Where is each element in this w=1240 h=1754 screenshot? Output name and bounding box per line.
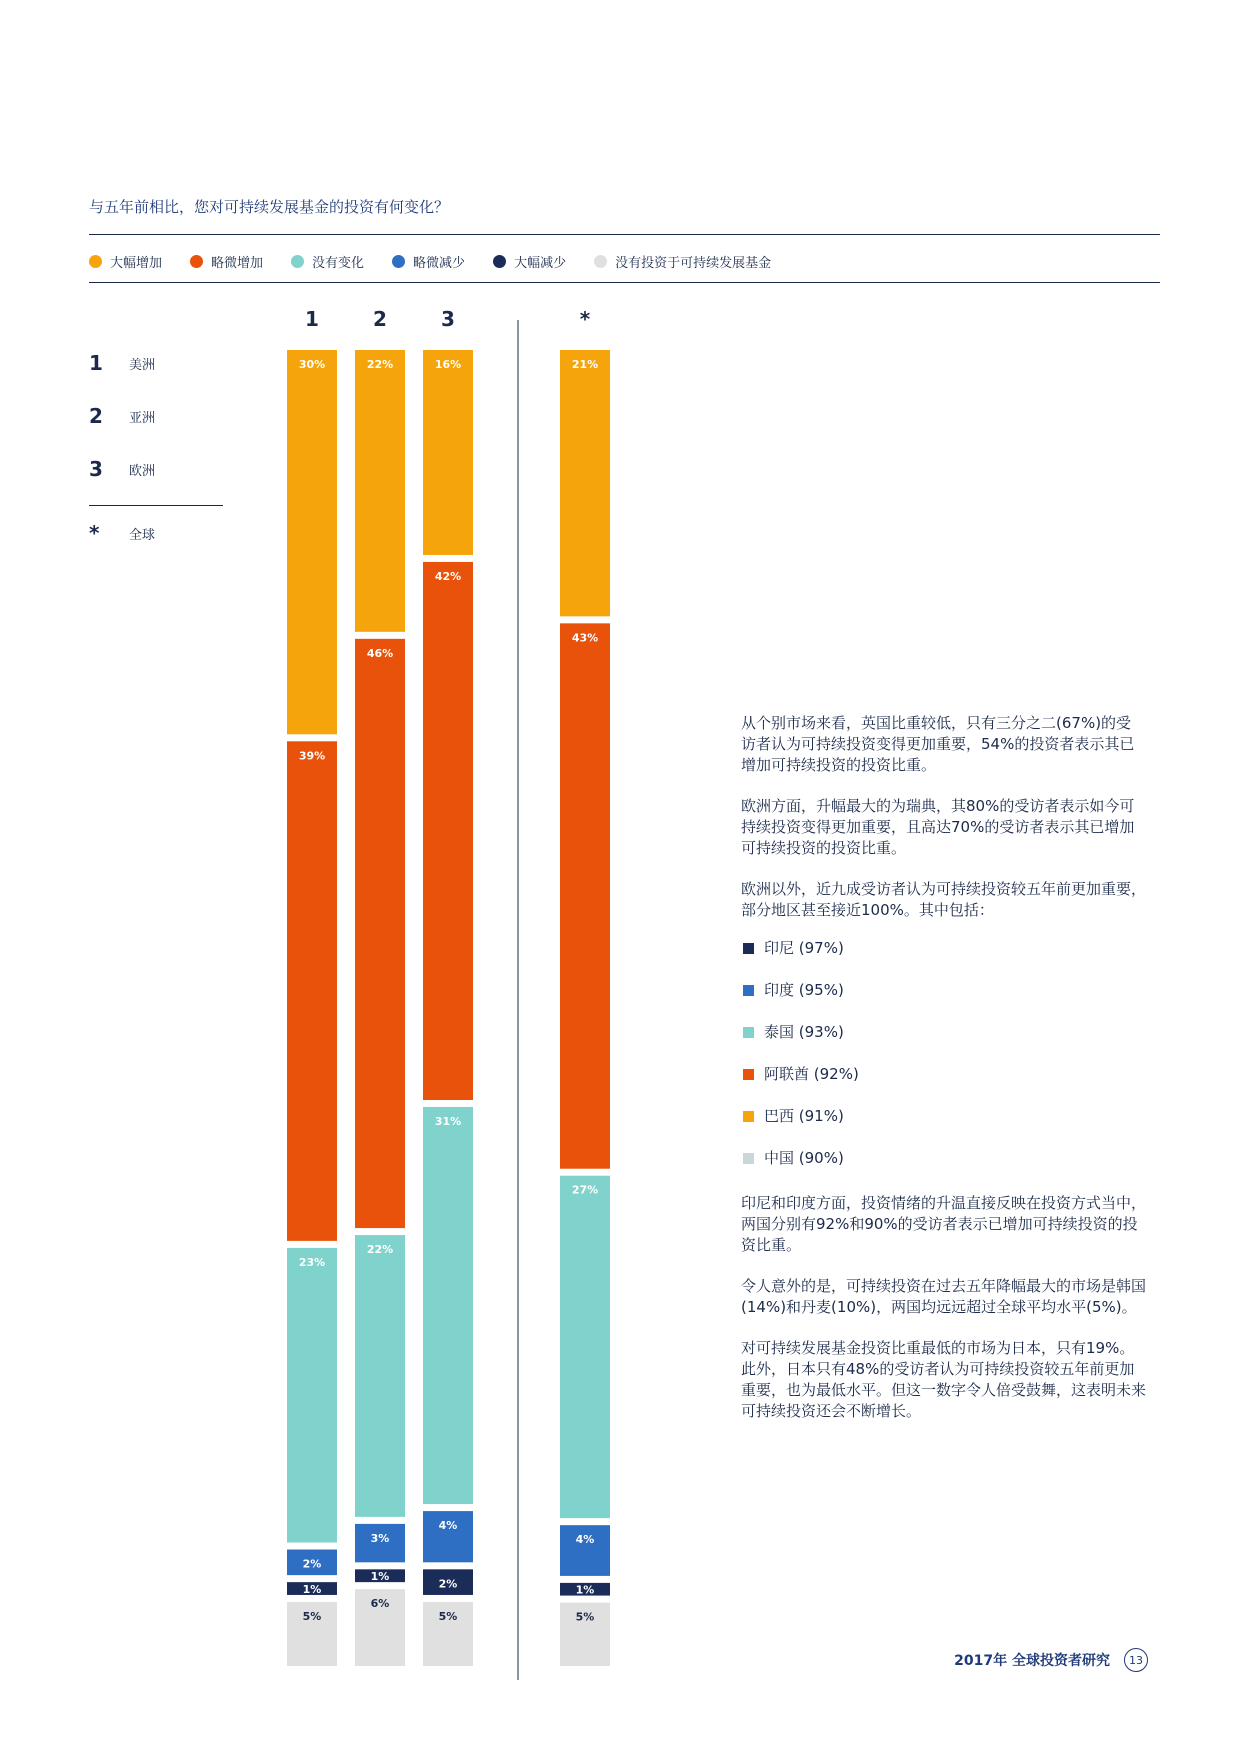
- market-item: [741, 1053, 1146, 1095]
- market-list: [741, 927, 1146, 1179]
- legend-label: 没有投资于可持续发展基金: [615, 255, 772, 271]
- bar-segment: [560, 1176, 610, 1518]
- square-bullet-icon: [743, 1111, 754, 1122]
- market-label: 巴西 (91%): [764, 1106, 844, 1125]
- data-label: 42%: [434, 569, 462, 583]
- square-bullet-icon: [743, 1153, 754, 1164]
- data-label: 6%: [370, 1597, 390, 1611]
- data-label: 2%: [302, 1557, 322, 1571]
- legend-label: 略微减少: [413, 255, 466, 271]
- data-label: 21%: [571, 358, 599, 371]
- market-item: [741, 969, 1146, 1011]
- paragraph-europe: 欧洲方面，升幅最大的为瑞典，其80%的受访者表示如今可持续投资变得更加重要，且高达70%的受访者表示其已增加可持续投资的投资比重。: [741, 797, 1135, 857]
- bar-segment: [423, 1107, 473, 1504]
- market-label: 印度 (95%): [764, 980, 844, 999]
- bar-segment: [560, 350, 610, 616]
- bar-segment: [560, 623, 610, 1168]
- legend-label: 没有变化: [312, 255, 365, 271]
- legend-label: 大幅增加: [110, 255, 163, 271]
- footer-text: 2017年 全球投资者研究: [954, 1653, 1110, 1669]
- square-bullet-icon: [743, 943, 754, 954]
- data-label: 4%: [575, 1533, 595, 1547]
- paragraph-decline: 令人意外的是，可持续投资在过去五年降幅最大的市场是韩国(14%)和丹麦(10%)，两国均远远超过全球平均水平(5%)。: [741, 1277, 1147, 1316]
- data-label: 31%: [434, 1114, 462, 1128]
- bar-segment: [423, 350, 473, 555]
- data-label: 43%: [571, 631, 599, 645]
- data-label: 30%: [298, 358, 326, 371]
- market-label: 印尼 (97%): [764, 938, 844, 957]
- data-label: 1%: [370, 1570, 390, 1584]
- page-number: 13: [1124, 1648, 1148, 1672]
- column-header: 2: [373, 307, 387, 331]
- data-label: 16%: [434, 358, 462, 371]
- body-text: [741, 713, 1146, 1442]
- market-item: [741, 927, 1146, 969]
- bar-segment: [287, 741, 337, 1241]
- paragraph-japan: 对可持续发展基金投资比重最低的市场为日本，只有19%。此外，日本只有48%的受访者认为可持续投资较五年前更加重要，也为最低水平。但这一数字令人倍受鼓舞，这表明未来可持续投资还会不断增长。: [741, 1339, 1147, 1420]
- market-item: [741, 1011, 1146, 1053]
- column-header: 1: [305, 307, 319, 331]
- column-header: 3: [441, 307, 455, 331]
- page-title: 与五年前相比，您对可持续发展基金的投资有何变化？: [89, 198, 450, 216]
- region-name: 全球: [129, 527, 156, 543]
- market-item: [741, 1095, 1146, 1137]
- data-label: 1%: [575, 1583, 595, 1597]
- bar-segment: [355, 639, 405, 1228]
- market-item: [741, 1137, 1146, 1179]
- bar-segment: [355, 1235, 405, 1517]
- data-label: 5%: [438, 1609, 458, 1623]
- data-label: 22%: [366, 358, 394, 371]
- paragraph-outside-europe: 欧洲以外，近九成受访者认为可持续投资较五年前更加重要，部分地区甚至接近100%。其中包括：: [741, 880, 1147, 919]
- bar-segment: [355, 350, 405, 632]
- paragraph-uk: 从个别市场来看，英国比重较低，只有三分之二(67%)的受访者认为可持续投资变得更加重要，54%的投资者表示其已增加可持续投资的投资比重。: [741, 714, 1135, 774]
- column-header: *: [579, 307, 591, 331]
- data-label: 22%: [366, 1243, 394, 1257]
- square-bullet-icon: [743, 1027, 754, 1038]
- square-bullet-icon: [743, 985, 754, 996]
- market-label: 泰国 (93%): [764, 1022, 844, 1041]
- data-label: 27%: [571, 1183, 599, 1197]
- bar-segment: [287, 350, 337, 734]
- region-number: 2: [89, 404, 103, 428]
- data-label: 2%: [438, 1577, 458, 1591]
- region-number: 3: [89, 457, 103, 481]
- data-label: 3%: [370, 1531, 390, 1545]
- legend-label: 略微增加: [211, 255, 264, 271]
- data-label: 23%: [298, 1255, 326, 1269]
- data-label: 1%: [302, 1582, 322, 1596]
- data-label: 5%: [302, 1609, 322, 1623]
- market-label: 阿联酋 (92%): [764, 1064, 859, 1083]
- legend-label: 大幅减少: [514, 255, 567, 271]
- region-number: *: [89, 521, 100, 545]
- market-label: 中国 (90%): [764, 1148, 844, 1167]
- data-label: 46%: [366, 646, 394, 660]
- region-name: 美洲: [129, 357, 156, 373]
- data-label: 39%: [298, 749, 326, 763]
- data-label: 4%: [438, 1519, 458, 1533]
- region-name: 欧洲: [129, 463, 156, 479]
- paragraph-indonesia-india: 印尼和印度方面，投资情绪的升温直接反映在投资方式当中，两国分别有92%和90%的受访者表示已增加可持续投资的投资比重。: [741, 1194, 1147, 1254]
- bar-segment: [287, 1248, 337, 1543]
- footer: [954, 1648, 1148, 1672]
- data-label: 5%: [575, 1610, 595, 1624]
- region-number: 1: [89, 351, 103, 375]
- bar-segment: [423, 562, 473, 1100]
- square-bullet-icon: [743, 1069, 754, 1080]
- region-name: 亚洲: [129, 410, 156, 426]
